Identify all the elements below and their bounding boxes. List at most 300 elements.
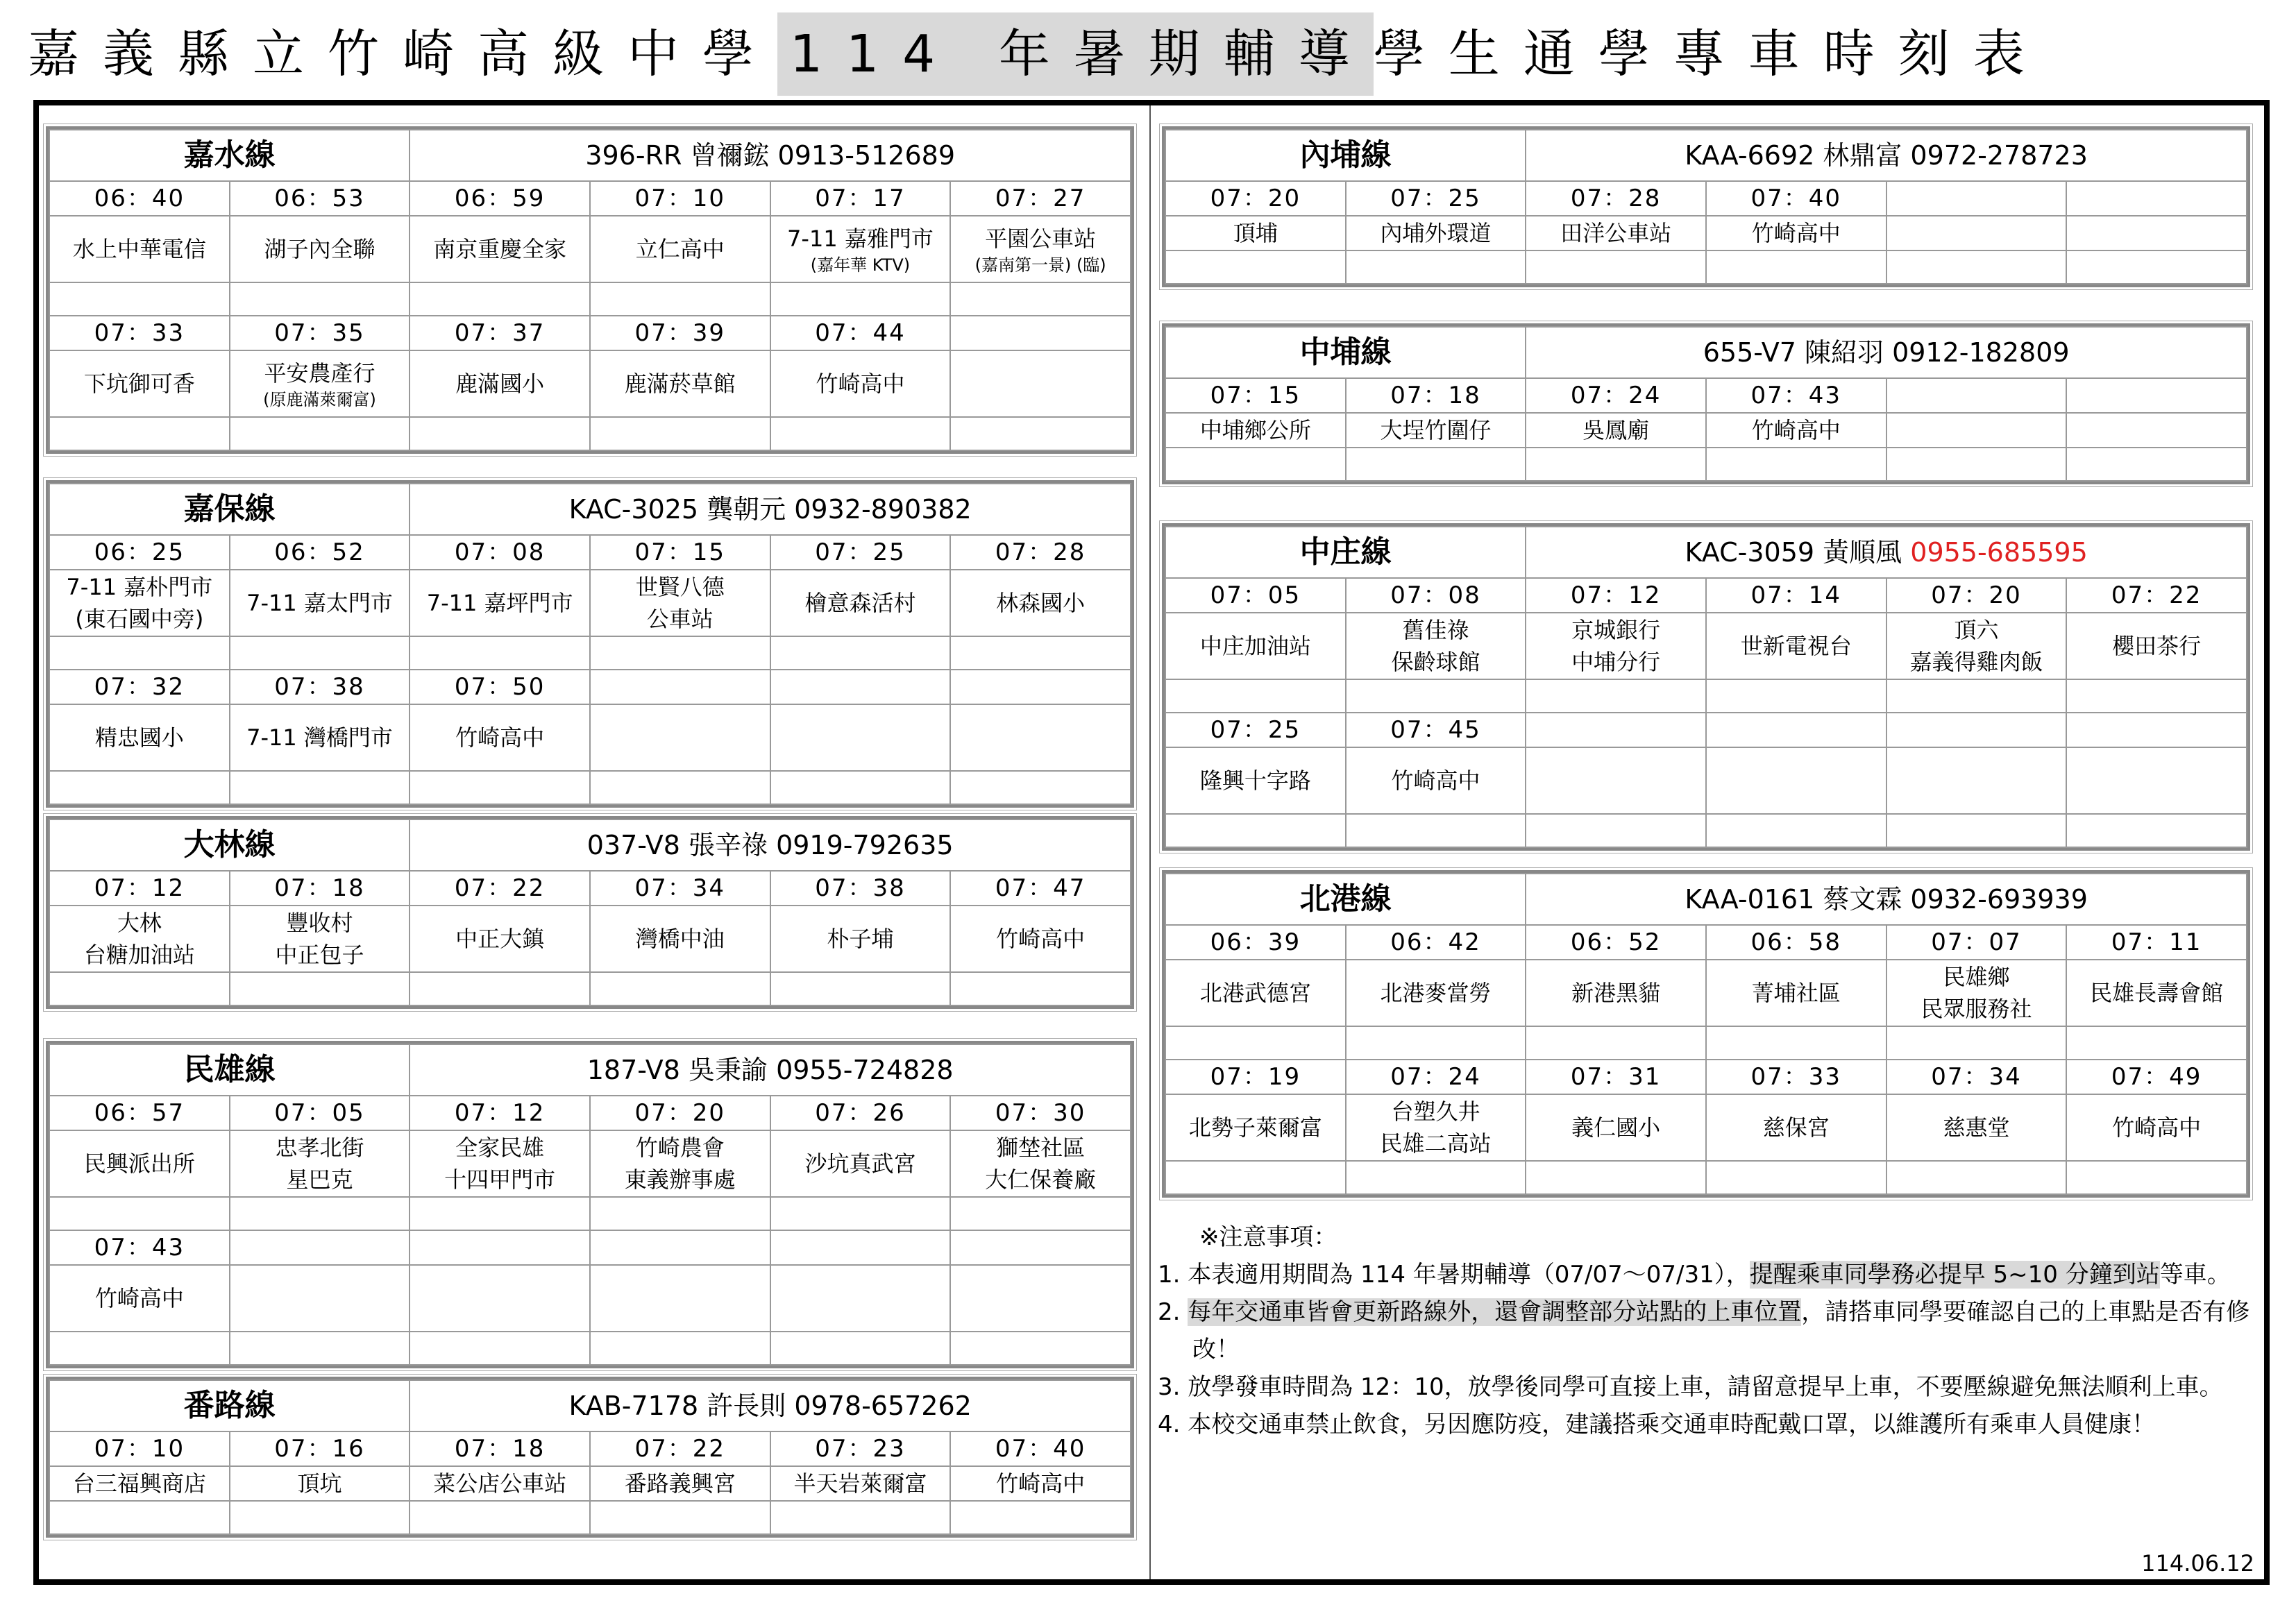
stop-name [1526, 747, 1706, 814]
stop-name-line: 菁埔社區 [1751, 980, 1841, 1006]
empty-cell [1526, 1161, 1706, 1194]
spacer-row [1165, 1161, 2247, 1194]
route-table [1165, 873, 2247, 1195]
stop-name [770, 704, 951, 771]
stop-time [950, 670, 1131, 704]
route-header-row [49, 130, 1131, 181]
stop-name-line: 水上中華電信 [72, 236, 206, 262]
stop-name [770, 1265, 951, 1332]
stop-name [2066, 216, 2247, 250]
stop-name-line: 吳鳳廟 [1582, 417, 1650, 443]
stop-time: 07：43 [49, 1230, 230, 1265]
stop-name-line: 南京重慶全家 [433, 236, 567, 262]
stop-row [49, 1130, 1131, 1197]
stop-name [1346, 747, 1526, 814]
stop-name [230, 1130, 410, 1197]
stop-time: 07：31 [1526, 1060, 1706, 1094]
empty-cell [1346, 679, 1526, 713]
route-info-text: 187-V8 吳秉諭 0955-724828 [586, 1055, 954, 1085]
stop-time: 07：28 [950, 535, 1131, 570]
stop-name-line: 義仁國小 [1571, 1114, 1661, 1141]
stop-name [49, 1130, 230, 1197]
stop-time: 07：10 [590, 181, 770, 216]
stop-name [2066, 960, 2247, 1026]
route-driver-info [410, 1380, 1131, 1431]
empty-cell [1706, 1161, 1886, 1194]
empty-cell [950, 1501, 1131, 1534]
time-row [49, 1230, 1131, 1265]
empty-cell [230, 282, 410, 316]
stop-time: 07：12 [1526, 578, 1706, 613]
column-divider [1149, 105, 1151, 1579]
stop-name [410, 1265, 590, 1332]
stop-name-line: 世賢八德 [635, 574, 725, 600]
stop-name-line: 台糖加油站 [83, 942, 195, 968]
route-info-text: 037-V8 張辛祿 0919-792635 [586, 830, 954, 860]
stop-time: 07：24 [1346, 1060, 1526, 1094]
stop-row [1165, 1094, 2247, 1161]
route-driver-info [1526, 874, 2247, 925]
empty-cell [410, 1197, 590, 1230]
empty-cell [1346, 1026, 1526, 1060]
route-phone-highlight: 0955-685595 [1910, 537, 2088, 568]
route-table [1165, 129, 2247, 284]
stop-time: 07：43 [1706, 378, 1886, 413]
empty-cell [2066, 448, 2247, 481]
spacer-row [49, 771, 1131, 804]
stop-name-line: 竹崎農會 [635, 1135, 725, 1161]
stop-name-line: 鹿滿菸草館 [624, 371, 736, 397]
stop-name [950, 1130, 1131, 1197]
stop-name [1526, 216, 1706, 250]
stop-name-line: 公車站 [646, 606, 714, 632]
empty-cell [1526, 814, 1706, 847]
stop-name-line: 湖子內全聯 [264, 236, 375, 262]
stop-name [1526, 413, 1706, 448]
time-row [1165, 1060, 2247, 1094]
time-row [49, 670, 1131, 704]
empty-cell [410, 1332, 590, 1365]
stop-name-line: 民雄二高站 [1380, 1130, 1492, 1157]
route-table [1165, 326, 2247, 482]
empty-cell [2066, 1161, 2247, 1194]
empty-cell [590, 282, 770, 316]
stop-row [49, 1466, 1131, 1501]
stop-name [1886, 216, 2067, 250]
stop-time: 07：15 [1165, 378, 1346, 413]
empty-cell [770, 636, 951, 670]
stop-name-line: 大仁保養廠 [985, 1166, 1097, 1193]
stop-time: 07：23 [770, 1431, 951, 1466]
stop-name-line: 竹崎高中 [996, 1470, 1086, 1497]
stop-time: 07：25 [1165, 713, 1346, 747]
stop-name-line: 內埔外環道 [1380, 220, 1492, 246]
stop-name-line: 7-11 嘉雅門市 [787, 226, 934, 252]
stop-time: 07：08 [410, 535, 590, 570]
stop-name [1706, 413, 1886, 448]
stop-name [1526, 960, 1706, 1026]
stop-time [590, 670, 770, 704]
empty-cell [590, 636, 770, 670]
stop-name-line: 北港武德宮 [1199, 980, 1311, 1006]
empty-cell [1165, 679, 1346, 713]
time-row [1165, 713, 2247, 747]
stop-name [950, 906, 1131, 972]
stop-name [950, 216, 1131, 282]
stop-row [1165, 747, 2247, 814]
route-table [49, 819, 1131, 1006]
stop-name-line: 獅埜社區 [996, 1135, 1086, 1161]
route-name: 大林線 [49, 819, 410, 871]
stop-name [230, 1466, 410, 1501]
stop-row [49, 906, 1131, 972]
stop-name-line: 新港黑貓 [1571, 980, 1661, 1006]
empty-cell [230, 417, 410, 450]
stop-name [49, 216, 230, 282]
stop-name [1346, 216, 1526, 250]
stop-time: 06：57 [49, 1096, 230, 1130]
stop-note: (原鹿滿萊爾富) [263, 390, 376, 409]
route-info-text: KAB-7178 許長則 0978-657262 [568, 1391, 972, 1421]
spacer-row [49, 417, 1131, 450]
stop-name-line: 7-11 嘉坪門市 [426, 590, 573, 616]
stop-name [1165, 613, 1346, 679]
stop-name [770, 350, 951, 417]
stop-time: 06：42 [1346, 925, 1526, 960]
spacer-row [49, 282, 1131, 316]
note-2-num: 2. [1158, 1298, 1188, 1326]
route-name: 嘉水線 [49, 130, 410, 181]
route-driver-info [1526, 327, 2247, 378]
stop-time: 07：34 [1886, 1060, 2067, 1094]
empty-cell [950, 1197, 1131, 1230]
stop-time [770, 1230, 951, 1265]
stop-name [49, 1466, 230, 1501]
route-header-row [1165, 527, 2247, 578]
stop-name-line: 頂坑 [297, 1470, 342, 1497]
empty-cell [1706, 1026, 1886, 1060]
empty-cell [950, 282, 1131, 316]
stop-name [1165, 216, 1346, 250]
stop-name-line: 十四甲門市 [444, 1166, 556, 1193]
stop-name-line: 台三福興商店 [72, 1470, 206, 1497]
stop-name [230, 216, 410, 282]
stop-time: 06：58 [1706, 925, 1886, 960]
stop-time: 07：33 [1706, 1060, 1886, 1094]
stop-name [590, 1265, 770, 1332]
stop-name-line: 檜意森活村 [804, 590, 916, 616]
empty-cell [1706, 448, 1886, 481]
stop-time: 07：45 [1346, 713, 1526, 747]
route-driver-info [1526, 130, 2247, 181]
stop-row [49, 704, 1131, 771]
spacer-row [49, 1332, 1131, 1365]
route-info-text: KAA-6692 林鼎富 0972-278723 [1685, 140, 2088, 171]
stop-time: 07：08 [1346, 578, 1526, 613]
stop-time: 07：16 [230, 1431, 410, 1466]
route-table [49, 129, 1131, 451]
empty-cell [950, 1332, 1131, 1365]
stop-name [2066, 413, 2247, 448]
stop-time: 07：38 [230, 670, 410, 704]
title-school: 嘉義縣立竹崎高級中學 [28, 24, 777, 84]
stop-name [410, 704, 590, 771]
stop-time: 07：19 [1165, 1060, 1346, 1094]
empty-cell [2066, 250, 2247, 284]
time-row [1165, 378, 2247, 413]
stop-time: 07：20 [590, 1096, 770, 1130]
stop-name [2066, 747, 2247, 814]
stop-time: 07：22 [590, 1431, 770, 1466]
stop-name [590, 1130, 770, 1197]
stop-name-line: 世新電視台 [1740, 633, 1852, 659]
stop-time: 07：49 [2066, 1060, 2247, 1094]
empty-cell [1346, 1161, 1526, 1194]
spacer-row [49, 636, 1131, 670]
empty-cell [49, 1197, 230, 1230]
stop-time: 07：17 [770, 181, 951, 216]
stop-time: 07：50 [410, 670, 590, 704]
route-driver-info [1526, 527, 2247, 578]
stop-name-line: 菜公店公車站 [433, 1470, 567, 1497]
empty-cell [1165, 814, 1346, 847]
stop-name-line: 田洋公車站 [1560, 220, 1672, 246]
route-info-text: 655-V7 陳紹羽 0912-182809 [1703, 337, 2070, 368]
stop-name [1165, 747, 1346, 814]
empty-cell [1886, 679, 2067, 713]
stop-name [950, 1466, 1131, 1501]
stop-time: 07：07 [1886, 925, 2067, 960]
stop-time: 07：47 [950, 871, 1131, 906]
stop-time: 06：59 [410, 181, 590, 216]
route-info-text: KAC-3025 龔朝元 0932-890382 [568, 494, 972, 525]
stop-name-line: 立仁高中 [635, 236, 725, 262]
stop-name [1886, 960, 2067, 1026]
empty-cell [49, 282, 230, 316]
stop-time: 07：37 [410, 316, 590, 350]
empty-cell [770, 1501, 951, 1534]
empty-cell [590, 771, 770, 804]
empty-cell [1346, 814, 1526, 847]
empty-cell [2066, 1026, 2247, 1060]
spacer-row [1165, 250, 2247, 284]
empty-cell [1165, 448, 1346, 481]
route-driver-info [410, 130, 1131, 181]
route-name: 北港線 [1165, 874, 1526, 925]
stop-name [230, 906, 410, 972]
empty-cell [2066, 679, 2247, 713]
stop-time: 07：05 [230, 1096, 410, 1130]
stop-name [230, 704, 410, 771]
stop-time: 07：44 [770, 316, 951, 350]
route-name: 中庄線 [1165, 527, 1526, 578]
stop-name-line: 竹崎高中 [94, 1285, 184, 1311]
stop-name [770, 570, 951, 636]
stop-name-line: (東石國中旁) [75, 606, 204, 632]
stop-name [1346, 960, 1526, 1026]
empty-cell [230, 1501, 410, 1534]
time-row [49, 316, 1131, 350]
stop-name [590, 570, 770, 636]
empty-cell [590, 1501, 770, 1534]
stop-name [410, 906, 590, 972]
time-row [1165, 925, 2247, 960]
stop-name [770, 1130, 951, 1197]
route-box [46, 480, 1134, 808]
stop-name-line: 大埕竹圍仔 [1380, 417, 1492, 443]
stop-name [770, 906, 951, 972]
stop-time [1886, 713, 2067, 747]
time-row [1165, 181, 2247, 216]
stop-time [1886, 378, 2067, 413]
route-box [1162, 126, 2250, 287]
stop-name [410, 570, 590, 636]
stop-time: 07：12 [410, 1096, 590, 1130]
note-1-tail: 等車。 [2159, 1261, 2231, 1289]
time-row [49, 1431, 1131, 1466]
stop-time [1706, 713, 1886, 747]
empty-cell [1886, 814, 2067, 847]
empty-cell [770, 972, 951, 1005]
stop-name [1165, 960, 1346, 1026]
stop-name-line: 7-11 嘉太門市 [246, 590, 393, 616]
stop-name-line: 忠孝北街 [275, 1135, 364, 1161]
stop-name-line: 竹崎高中 [455, 724, 545, 751]
stop-time: 06：25 [49, 535, 230, 570]
empty-cell [950, 636, 1131, 670]
stop-time [410, 1230, 590, 1265]
route-table [49, 483, 1131, 805]
stop-time: 07：24 [1526, 378, 1706, 413]
route-box [46, 126, 1134, 454]
note-4: 4. 本校交通車禁止飲食，另因應防疫，建議搭乘交通車時配戴口罩，以維護所有乘車人員健康！ [1158, 1411, 2156, 1438]
empty-cell [410, 636, 590, 670]
spacer-row [1165, 814, 2247, 847]
stop-name-line: 東義辦事處 [624, 1166, 736, 1193]
stop-time: 07：15 [590, 535, 770, 570]
stop-name-line: 全家民雄 [455, 1135, 545, 1161]
stop-name [410, 1130, 590, 1197]
stop-name [2066, 613, 2247, 679]
empty-cell [1346, 448, 1526, 481]
stop-name-line: 中埔鄉公所 [1199, 417, 1311, 443]
stop-name [770, 1466, 951, 1501]
stop-name-line: 番路義興宮 [624, 1470, 736, 1497]
route-box [1162, 523, 2250, 851]
stop-time: 07：22 [410, 871, 590, 906]
stop-name-line: 沙坑真武宮 [804, 1150, 916, 1177]
stop-time: 07：10 [49, 1431, 230, 1466]
stop-time [590, 1230, 770, 1265]
note-2-highlight: 每年交通車皆會更新路線外，還會調整部分站點的上車位置 [1188, 1298, 1802, 1326]
stop-name-line: 半天岩萊爾富 [793, 1470, 927, 1497]
stop-time: 07：40 [1706, 181, 1886, 216]
empty-cell [49, 636, 230, 670]
stop-name-line: 民眾服務社 [1921, 996, 2032, 1022]
stop-row [1165, 413, 2247, 448]
spacer-row [49, 1197, 1131, 1230]
stop-name-line: 北勢子萊爾富 [1188, 1114, 1322, 1141]
stop-time: 06：39 [1165, 925, 1346, 960]
stop-name [1165, 413, 1346, 448]
empty-cell [770, 282, 951, 316]
stop-name [1706, 216, 1886, 250]
route-name: 內埔線 [1165, 130, 1526, 181]
time-row [49, 871, 1131, 906]
empty-cell [1526, 679, 1706, 713]
route-box [46, 1041, 1134, 1368]
time-row [49, 1096, 1131, 1130]
stop-name [770, 216, 951, 282]
route-info-text: KAC-3059 黃順風 [1685, 537, 1902, 568]
notes-section [1158, 1218, 2261, 1443]
stop-name [590, 704, 770, 771]
stop-time: 07：05 [1165, 578, 1346, 613]
empty-cell [770, 1197, 951, 1230]
stop-name-line: 民雄鄉 [1943, 964, 2010, 990]
empty-cell [410, 1501, 590, 1534]
stop-name [1165, 1094, 1346, 1161]
issue-date: 114.06.12 [2141, 1550, 2254, 1577]
stop-time: 07：25 [1346, 181, 1526, 216]
stop-name-line: 保齡球館 [1391, 649, 1480, 675]
stop-name-line: 下坑御可香 [83, 371, 195, 397]
stop-name [590, 216, 770, 282]
empty-cell [950, 417, 1131, 450]
empty-cell [1165, 1026, 1346, 1060]
stop-name-line: 7-11 嘉朴門市 [66, 574, 213, 600]
route-header-row [49, 1380, 1131, 1431]
empty-cell [49, 972, 230, 1005]
stop-name-line: 中庄加油站 [1199, 633, 1311, 659]
empty-cell [1165, 1161, 1346, 1194]
stop-name [1346, 1094, 1526, 1161]
stop-name-line: 嘉義得雞肉飯 [1909, 649, 2043, 675]
route-info-text: KAA-0161 蔡文霖 0932-693939 [1685, 884, 2088, 915]
empty-cell [1886, 1161, 2067, 1194]
stop-name-line: 中正大鎮 [455, 926, 545, 952]
stop-time: 07：33 [49, 316, 230, 350]
stop-name-line: 平園公車站 [985, 226, 1097, 252]
stop-name [410, 1466, 590, 1501]
note-3: 3. 放學發車時間為 12：10，放學後同學可直接上車，請留意提早上車，不要壓線避免無法順利上車。 [1158, 1373, 2223, 1401]
route-header-row [49, 1044, 1131, 1096]
empty-cell [770, 1332, 951, 1365]
stop-name [1706, 960, 1886, 1026]
empty-cell [1706, 814, 1886, 847]
stop-time: 07：12 [49, 871, 230, 906]
empty-cell [950, 972, 1131, 1005]
stop-name [49, 570, 230, 636]
stop-name [950, 570, 1131, 636]
route-box [46, 1377, 1134, 1538]
route-driver-info [410, 1044, 1131, 1096]
title-term: 114 年暑期輔導 [777, 12, 1374, 96]
route-header-row [49, 819, 1131, 871]
empty-cell [230, 636, 410, 670]
stop-time: 07：28 [1526, 181, 1706, 216]
stop-time [2066, 181, 2247, 216]
time-row [49, 181, 1131, 216]
stop-name-line: 精忠國小 [94, 724, 184, 751]
stop-time: 07：27 [950, 181, 1131, 216]
empty-cell [49, 417, 230, 450]
note-2 [1158, 1293, 2261, 1368]
stop-name-line: 中正包子 [275, 942, 364, 968]
stop-time [950, 316, 1131, 350]
stop-time: 06：40 [49, 181, 230, 216]
stop-name [950, 350, 1131, 417]
